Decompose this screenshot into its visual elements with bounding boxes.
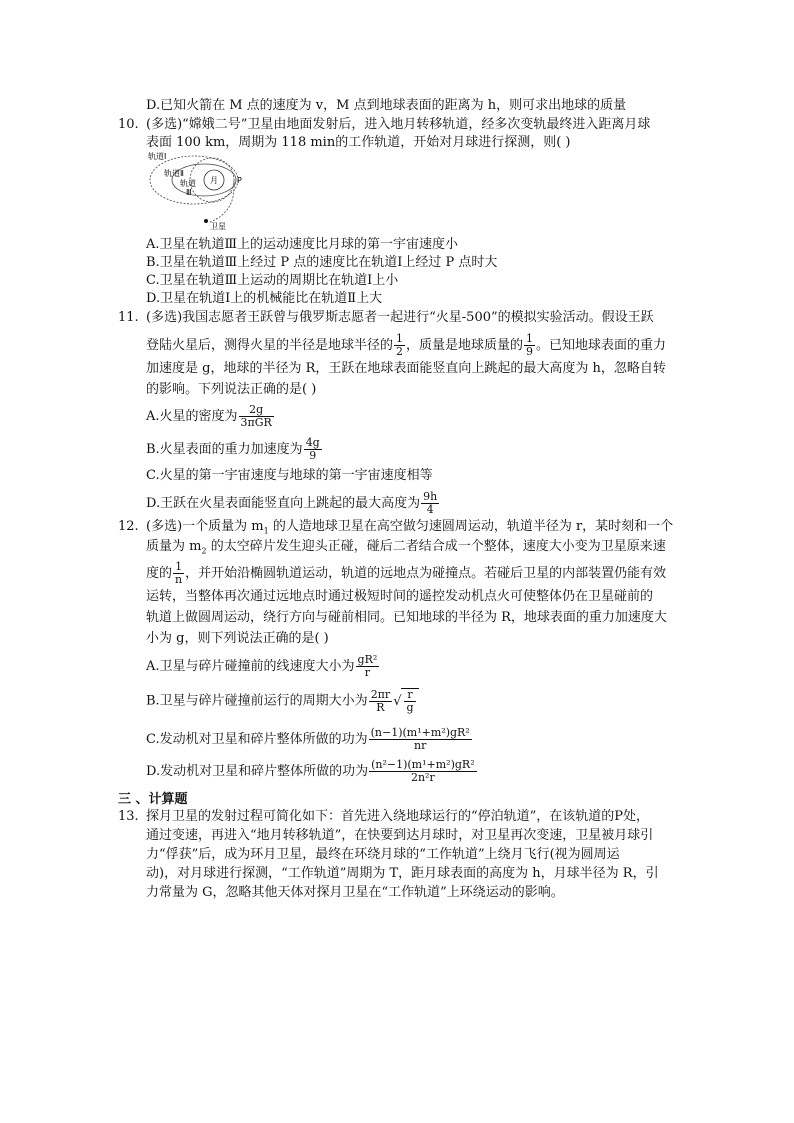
- q10-option-b: B.卫星在轨道Ⅲ上经过 P 点的速度比在轨道Ⅰ上经过 P 点时大: [146, 255, 498, 270]
- q12-number: 12.: [118, 519, 139, 534]
- q13-line1: 探月卫星的发射过程可简化如下：首先进入绕地球运行的“停泊轨道”，在该轨道的P处，: [146, 809, 650, 824]
- q13-line5: 力常量为 G，忽略其他天体对探月卫星在“工作轨道”上环绕运动的影响。: [146, 885, 564, 900]
- q10-number: 10.: [118, 117, 139, 132]
- q11-stem-line2-c: 。已知地球表面的重力: [536, 338, 667, 353]
- orbit-diagram: [146, 150, 246, 232]
- q12-stem-line3: 度的 $\frac{1}{n}$ ，并开始沿椭圆轨道运动，轨道的远地点为碰撞点。若碰后卫星的内部装置仍能有效: [146, 560, 667, 586]
- q10-option-d: D.卫星在轨道Ⅰ上的机械能比在轨道Ⅱ上大: [146, 291, 383, 306]
- q11-fraction-mass: $\frac{1}{9}$: [526, 332, 534, 358]
- q11-stem-line2: [146, 333, 666, 358]
- q12-stem-line1: (多选)一个质量为 $m_1$ 的人造地球卫星在高空做匀速圆周运动，轨道半径为 r，某时刻和一个: [146, 519, 674, 536]
- q12-option-a: A.卫星与碎片碰撞前的线速度大小为 $\frac{\text{gR²}}{r}$: [146, 653, 378, 679]
- q11-stem-line3: 加速度是 g，地球的半径为 R，王跃在地球表面能竖直向上跳起的最大高度为 h，忽略自转: [146, 361, 666, 376]
- q13-line2: 通过变速，再进入“地月转移轨道”，在快要到达月球时，对卫星再次变速，卫星被月球引: [146, 828, 654, 843]
- q9-option-d: D.已知火箭在 M 点的速度为 v，M 点到地球表面的距离为 h，则可求出地球的质量: [146, 98, 627, 113]
- q10-option-c: C.卫星在轨道Ⅲ上运动的周期比在轨道Ⅰ上小: [146, 273, 399, 288]
- q11-stem-line1: (多选)我国志愿者王跃曾与俄罗斯志愿者一起进行“火星-500”的模拟实验活动。假设王跃: [146, 310, 654, 325]
- q13-number: 13.: [118, 809, 139, 824]
- q12-option-b: B.卫星与碎片碰撞前运行的周期大小为 $\frac{2\pi r}{R}$ √ $\frac{r}{g}$: [146, 688, 419, 714]
- q11-option-b-fraction: $\frac{4g}{9}$: [305, 436, 320, 462]
- q11-option-c: C.火星的第一宇宙速度与地球的第一宇宙速度相等: [146, 468, 433, 483]
- q12-stem-line4: 运转，当整体再次通过远地点时通过极短时间的遥控发动机点火可使整体仍在卫星碰前的: [146, 589, 654, 604]
- q12-stem-line2: 质量为 $m_2$ 的太空碎片发生迎头正碰，碰后二者结合成一个整体，速度大小变为卫星原来速: [146, 539, 666, 556]
- q11-stem-line4: 的影响。下列说法正确的是( ): [146, 382, 317, 397]
- q11-option-d: D.王跃在火星表面能竖直向上跳起的最大高度为 $\frac{9h}{4}$: [146, 490, 438, 516]
- q13-line4: 动)，对月球进行探测，“工作轨道”周期为 T，距月球表面的高度为 h，月球半径为 R，引: [146, 866, 659, 881]
- label-orbit-3b: Ⅲ: [186, 188, 192, 197]
- label-orbit-1: 轨道Ⅰ: [148, 152, 167, 161]
- q12-stem-line6: 小为 g，则下列说法正确的是( ): [146, 631, 329, 646]
- label-satellite: 卫星: [210, 222, 226, 231]
- label-p: P: [237, 176, 242, 185]
- section-title: 三 、计算题: [118, 792, 188, 807]
- q12-stem-line5: 轨道上做圆周运动，绕行方向与碰前相同。已知地球的半径为 R，地球表面的重力加速度大: [146, 610, 667, 625]
- q10-stem-line2: 表面 100 km，周期为 118 min的工作轨道，开始对月球进行探测，则( ): [146, 135, 571, 150]
- q11-option-a-fraction: $\frac{2g}{\text{3πGR}}$: [240, 403, 272, 429]
- q12-option-c: C.发动机对卫星和碎片整体所做的功为 $\frac{\text{(n−1)(m¹+m²)gR²}}{nr}$: [146, 726, 470, 752]
- q11-option-b: B.火星表面的重力加速度为 $\frac{4g}{9}$: [146, 436, 320, 462]
- label-orbit-3a: 轨道: [180, 179, 196, 188]
- q12-fraction-speed: $\frac{1}{n}$: [175, 560, 183, 586]
- q12-option-a-fraction: $\frac{\text{gR²}}{r}$: [357, 653, 378, 679]
- q11-stem-line2-a: 登陆火星后，测得火星的半径是地球半径的: [146, 338, 394, 353]
- q12-option-d-fraction: $\frac{\text{(n²−1)(m¹+m²)gR²}}{\text{2n²r}}$: [371, 758, 475, 784]
- q11-option-d-fraction: $\frac{9h}{4}$: [423, 490, 438, 516]
- satellite-dot: [204, 219, 208, 223]
- q12-option-d: D.发动机对卫星和碎片整体所做的功为 $\frac{\text{(n²−1)(m¹+m²)gR²}}{\text{2n²r}}$: [146, 758, 475, 784]
- label-moon: 月: [210, 176, 218, 185]
- q11-stem-line2-b: ，质量是地球质量的: [406, 338, 524, 353]
- label-orbit-2: 轨道Ⅱ: [164, 169, 184, 178]
- q11-option-a: A.火星的密度为 $\frac{2g}{\text{3πGR}}$: [146, 403, 272, 429]
- q11-number: 11.: [118, 310, 139, 325]
- q10-option-a: A.卫星在轨道Ⅲ上的运动速度比月球的第一宇宙速度小: [146, 237, 459, 252]
- q13-line3: 力“俘获”后，成为环月卫星，最终在环绕月球的“工作轨道”上绕月飞行(视为圆周运: [146, 847, 620, 862]
- q12-option-b-fraction: $\frac{2\pi r}{R}$: [370, 687, 391, 714]
- q10-stem-line1: (多选)“嫦娥二号”卫星由地面发射后，进入地月转移轨道，经多次变轨最终进入距离月球: [146, 117, 651, 132]
- q11-fraction-radius: $\frac{1}{2}$: [396, 332, 404, 358]
- q12-option-b-sqrt: √ $\frac{r}{g}$: [393, 688, 418, 714]
- q12-option-c-fraction: $\frac{\text{(n−1)(m¹+m²)gR²}}{nr}$: [370, 726, 470, 752]
